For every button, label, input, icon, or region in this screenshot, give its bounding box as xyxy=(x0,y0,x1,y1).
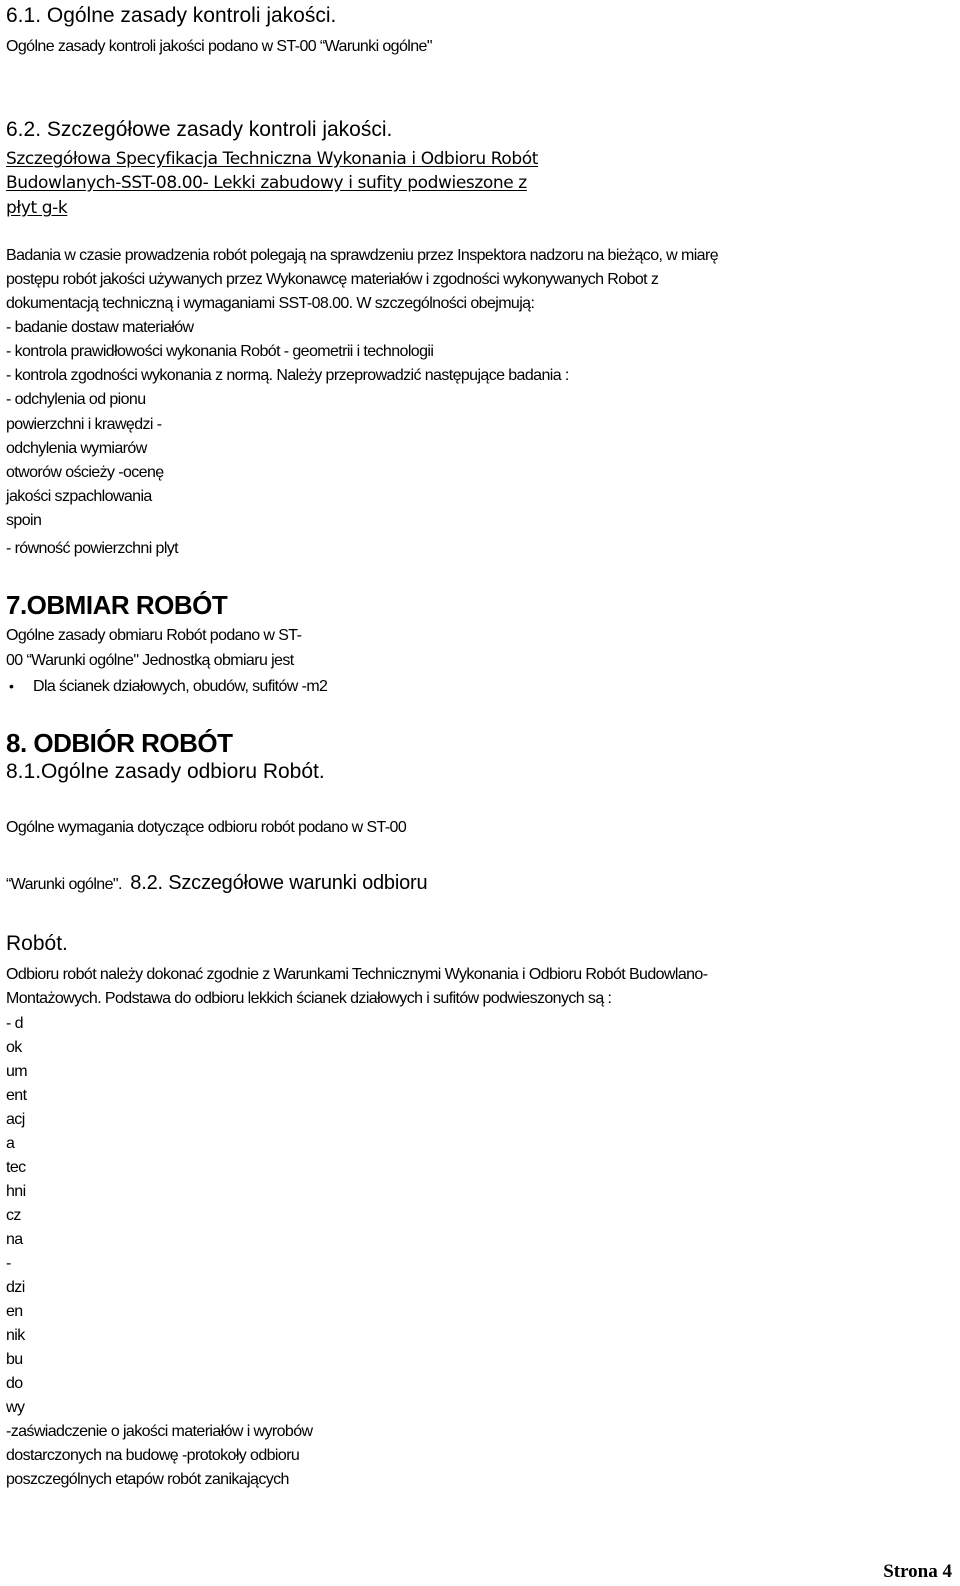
body-line: powierzchni i krawędzi - xyxy=(6,416,162,433)
fragment: en xyxy=(6,1303,23,1320)
body-line: odchylenia wymiarów xyxy=(6,440,147,457)
fragment: ent xyxy=(6,1087,27,1104)
body-line: - równość powierzchni plyt xyxy=(6,540,179,557)
obmiar-line: Ogólne zasady obmiaru Robót podano w ST- xyxy=(6,627,302,644)
section-8-heading: 8. ODBIÓR ROBÓT xyxy=(6,728,233,758)
odbior-text: Ogólne wymagania dotyczące odbioru robót podano w ST-00 xyxy=(6,819,407,836)
fragment: - xyxy=(6,1255,11,1272)
section-8-1-heading: 8.1.Ogólne zasady odbioru Robót. xyxy=(6,760,325,783)
fragment: a xyxy=(6,1135,15,1152)
obmiar-line: 00 “Warunki ogólne" Jednostką obmiaru jest xyxy=(6,652,294,669)
body-line: - odchylenia od pionu xyxy=(6,391,146,408)
body-line: Badania w czasie prowadzenia robót polegają na sprawdzeniu przez Inspektora nadzoru na bieżąco, w miarę xyxy=(6,247,718,264)
fragment: um xyxy=(6,1063,28,1080)
section-6-2-heading: 6.2. Szczegółowe zasady kontroli jakości. xyxy=(6,118,393,141)
body-line: - badanie dostaw materiałów xyxy=(6,319,194,336)
bullet-icon: • xyxy=(9,678,14,694)
fragment: nik xyxy=(6,1327,25,1344)
body-line: dokumentacją techniczną i wymaganiami SST-08.00. W szczególności obejmują: xyxy=(6,295,535,312)
fragment: dzi xyxy=(6,1279,25,1296)
fragment: ok xyxy=(6,1039,22,1056)
body-line: - kontrola prawidłowości wykonania Robót - geometrii i technologii xyxy=(6,343,434,360)
body-line: postępu robót jakości używanych przez Wykonawcę materiałów i zgodności wykonywanych Robot z xyxy=(6,271,659,288)
fragment: acj xyxy=(6,1111,25,1128)
tail-line: -zaświadczenie o jakości materiałów i wyrobów xyxy=(6,1423,313,1440)
section-6-1-text: Ogólne zasady kontroli jakości podano w ST-00 “Warunki ogólne" xyxy=(6,38,432,55)
odbior-body: Odbioru robót należy dokonać zgodnie z Warunkami Technicznymi Wykonania i Odbioru Robót Budowlano- xyxy=(6,966,708,983)
bullet-item: Dla ścianek działowych, obudów, sufitów -m2 xyxy=(33,678,328,695)
section-8-2-heading-cont: Robót. xyxy=(6,932,68,955)
page-number: Strona 4 xyxy=(883,1561,952,1582)
fragment: cz xyxy=(6,1207,21,1224)
odbior-body: Montażowych. Podstawa do odbioru lekkich ścianek działowych i sufitów podwieszonych są : xyxy=(6,990,612,1007)
spec-line-2: Budowlanych-SST-08.00- Lekki zabudowy i sufity podwieszone z xyxy=(6,173,527,193)
fragment: tec xyxy=(6,1159,26,1176)
fragment: na xyxy=(6,1231,23,1248)
odbior-line-inline xyxy=(6,872,427,895)
spec-line-1: Szczegółowa Specyfikacja Techniczna Wykonania i Odbioru Robót xyxy=(6,149,539,169)
fragment: wy xyxy=(6,1399,25,1416)
body-line: spoin xyxy=(6,512,42,529)
body-line: jakości szpachlowania xyxy=(6,488,152,505)
fragment: bu xyxy=(6,1351,23,1368)
tail-line: poszczególnych etapów robót zanikających xyxy=(6,1471,289,1488)
fragment: hni xyxy=(6,1183,26,1200)
section-8-2-heading: 8.2. Szczegółowe warunki odbioru xyxy=(130,872,428,894)
body-line: otworów ościeży -ocenę xyxy=(6,464,164,481)
spec-line-3: płyt g-k xyxy=(6,198,68,218)
fragment: do xyxy=(6,1375,23,1392)
fragment: - d xyxy=(6,1015,23,1032)
section-7-heading: 7.OBMIAR ROBÓT xyxy=(6,590,228,620)
section-6-1-heading: 6.1. Ogólne zasady kontroli jakości. xyxy=(6,4,337,27)
warunki-text: “Warunki ogólne". xyxy=(6,876,122,893)
body-line: - kontrola zgodności wykonania z normą. Należy przeprowadzić następujące badania : xyxy=(6,367,569,384)
tail-line: dostarczonych na budowę -protokoły odbioru xyxy=(6,1447,300,1464)
